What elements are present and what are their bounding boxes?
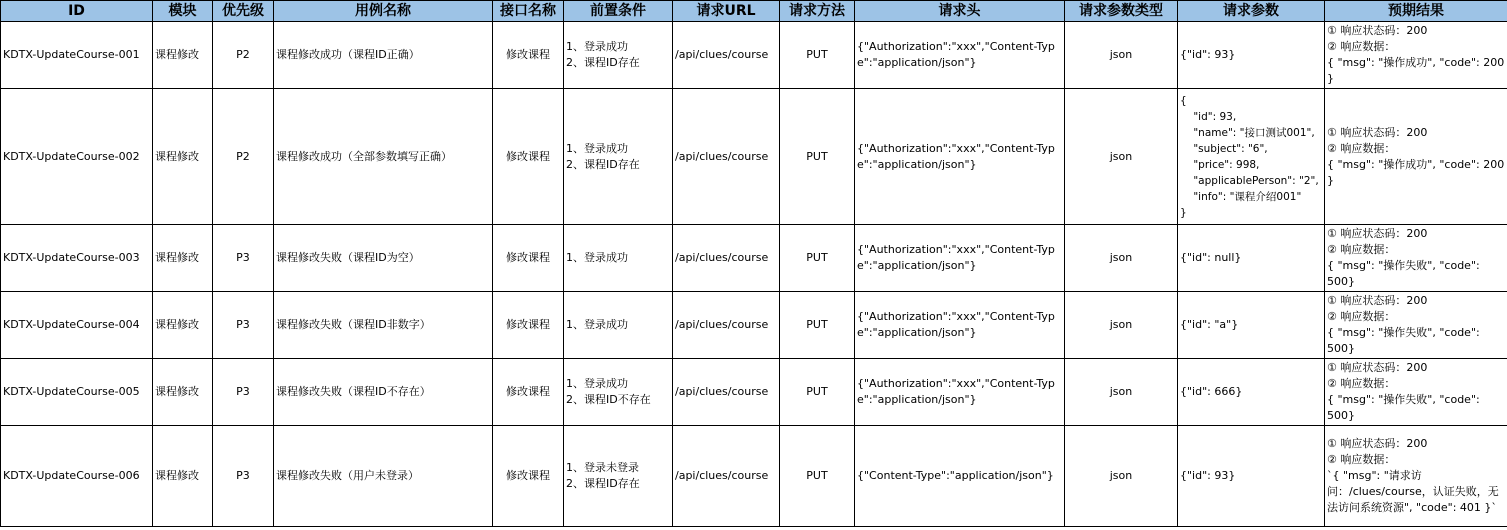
header-param-type[interactable]: 请求参数类型 [1065,1,1178,22]
cell-case-name[interactable]: 课程修改失败（课程ID非数字） [274,292,493,359]
cell-id[interactable]: KDTX-UpdateCourse-004 [1,292,153,359]
cell-params[interactable]: {"id": 93} [1178,22,1325,89]
header-priority[interactable]: 优先级 [213,1,274,22]
header-api-name[interactable]: 接口名称 [493,1,564,22]
cell-priority[interactable]: P3 [213,426,274,527]
cell-id[interactable]: KDTX-UpdateCourse-002 [1,89,153,225]
cell-priority[interactable]: P3 [213,359,274,426]
header-params[interactable]: 请求参数 [1178,1,1325,22]
cell-priority[interactable]: P3 [213,292,274,359]
cell-id[interactable]: KDTX-UpdateCourse-005 [1,359,153,426]
cell-url[interactable]: /api/clues/course [673,22,780,89]
cell-id[interactable]: KDTX-UpdateCourse-006 [1,426,153,527]
cell-precondition[interactable]: 1、登录成功 2、课程ID不存在 [564,359,673,426]
cell-priority[interactable]: P2 [213,22,274,89]
cell-param-type[interactable]: json [1065,292,1178,359]
cell-precondition[interactable]: 1、登录未登录 2、课程ID存在 [564,426,673,527]
header-request-headers[interactable]: 请求头 [855,1,1065,22]
cell-case-name[interactable]: 课程修改成功（全部参数填写正确） [274,89,493,225]
cell-case-name[interactable]: 课程修改失败（课程ID为空） [274,225,493,292]
cell-case-name[interactable]: 课程修改失败（用户未登录） [274,426,493,527]
cell-method[interactable]: PUT [780,359,855,426]
header-row [1,1,1507,22]
cell-module[interactable]: 课程修改 [153,359,213,426]
cell-precondition[interactable]: 1、登录成功 [564,225,673,292]
cell-params[interactable]: {"id": 93} [1178,426,1325,527]
cell-api-name[interactable]: 修改课程 [493,292,564,359]
cell-expected[interactable]: ① 响应状态码：200 ② 响应数据： { "msg": "操作成功", "code": 200 } [1325,89,1507,225]
cell-expected[interactable]: ① 响应状态码：200 ② 响应数据： { "msg": "操作失败", "code": 500} [1325,359,1507,426]
cell-module[interactable]: 课程修改 [153,225,213,292]
header-precondition[interactable]: 前置条件 [564,1,673,22]
cell-case-name[interactable]: 课程修改成功（课程ID正确） [274,22,493,89]
cell-url[interactable]: /api/clues/course [673,225,780,292]
cell-method[interactable]: PUT [780,22,855,89]
header-url[interactable]: 请求URL [673,1,780,22]
cell-param-type[interactable]: json [1065,426,1178,527]
cell-url[interactable]: /api/clues/course [673,359,780,426]
cell-module[interactable]: 课程修改 [153,426,213,527]
cell-param-type[interactable]: json [1065,359,1178,426]
cell-module[interactable]: 课程修改 [153,292,213,359]
cell-url[interactable]: /api/clues/course [673,292,780,359]
table-row [1,22,1507,89]
cell-api-name[interactable]: 修改课程 [493,22,564,89]
cell-priority[interactable]: P3 [213,225,274,292]
cell-precondition[interactable]: 1、登录成功 2、课程ID存在 [564,22,673,89]
cell-module[interactable]: 课程修改 [153,89,213,225]
cell-method[interactable]: PUT [780,89,855,225]
cell-precondition[interactable]: 1、登录成功 [564,292,673,359]
header-expected[interactable]: 预期结果 [1325,1,1507,22]
header-method[interactable]: 请求方法 [780,1,855,22]
table-row [1,426,1507,527]
cell-precondition[interactable]: 1、登录成功 2、课程ID存在 [564,89,673,225]
table-row [1,225,1507,292]
cell-method[interactable]: PUT [780,426,855,527]
cell-api-name[interactable]: 修改课程 [493,359,564,426]
table-row [1,359,1507,426]
cell-param-type[interactable]: json [1065,225,1178,292]
header-id[interactable]: ID [1,1,153,22]
cell-request-headers[interactable]: {"Authorization":"xxx","Content-Type":"application/json"} [855,89,1065,225]
cell-request-headers[interactable]: {"Authorization":"xxx","Content-Type":"application/json"} [855,292,1065,359]
cell-url[interactable]: /api/clues/course [673,89,780,225]
cell-module[interactable]: 课程修改 [153,22,213,89]
cell-api-name[interactable]: 修改课程 [493,426,564,527]
header-case-name[interactable]: 用例名称 [274,1,493,22]
cell-param-type[interactable]: json [1065,22,1178,89]
cell-params[interactable]: {"id": 666} [1178,359,1325,426]
cell-api-name[interactable]: 修改课程 [493,225,564,292]
cell-params[interactable]: {"id": null} [1178,225,1325,292]
cell-method[interactable]: PUT [780,292,855,359]
cell-request-headers[interactable]: {"Content-Type":"application/json"} [855,426,1065,527]
cell-params[interactable]: { "id": 93, "name": "接口测试001", "subject": "6", "price": 998, "applicablePerson": "2", "info": "课程介绍001" } [1178,89,1325,225]
cell-expected[interactable]: ① 响应状态码：200 ② 响应数据： { "msg": "操作失败", "code": 500} [1325,225,1507,292]
cell-api-name[interactable]: 修改课程 [493,89,564,225]
cell-expected[interactable]: ① 响应状态码：200 ② 响应数据： { "msg": "操作失败", "code": 500} [1325,292,1507,359]
cell-expected[interactable]: ① 响应状态码：200 ② 响应数据： { "msg": "操作成功", "code": 200 } [1325,22,1507,89]
cell-priority[interactable]: P2 [213,89,274,225]
cell-param-type[interactable]: json [1065,89,1178,225]
cell-method[interactable]: PUT [780,225,855,292]
cell-request-headers[interactable]: {"Authorization":"xxx","Content-Type":"application/json"} [855,359,1065,426]
cell-request-headers[interactable]: {"Authorization":"xxx","Content-Type":"application/json"} [855,225,1065,292]
cell-id[interactable]: KDTX-UpdateCourse-003 [1,225,153,292]
cell-request-headers[interactable]: {"Authorization":"xxx","Content-Type":"application/json"} [855,22,1065,89]
cell-id[interactable]: KDTX-UpdateCourse-001 [1,22,153,89]
cell-expected[interactable]: ① 响应状态码：200 ② 响应数据： `{ "msg": "请求访问：/clues/course，认证失败，无法访问系统资源", "code": 401 }` [1325,426,1507,527]
cell-params[interactable]: {"id": "a"} [1178,292,1325,359]
table-row [1,292,1507,359]
header-module[interactable]: 模块 [153,1,213,22]
cell-case-name[interactable]: 课程修改失败（课程ID不存在） [274,359,493,426]
cell-url[interactable]: /api/clues/course [673,426,780,527]
table-row [1,89,1507,225]
